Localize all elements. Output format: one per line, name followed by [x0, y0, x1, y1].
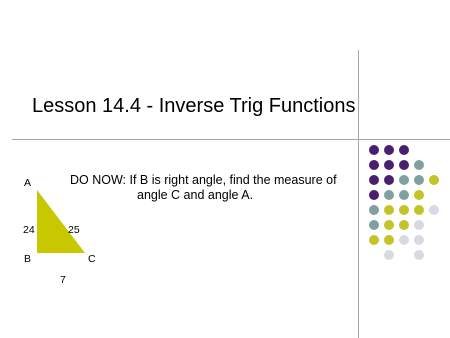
side-label-ac: 25 — [68, 224, 80, 236]
side-label-ab: 24 — [23, 224, 35, 236]
vertex-label-b: B — [24, 253, 32, 265]
triangle-shape — [37, 190, 85, 253]
do-now-text-line-2: angle C and angle A. — [137, 188, 254, 202]
side-label-bc: 7 — [60, 274, 66, 286]
do-now-text-line-1: DO NOW: If B is right angle, find the measure of — [70, 173, 337, 187]
vertex-label-a: A — [24, 177, 32, 189]
vertex-label-c: C — [88, 253, 96, 265]
slide-title: Lesson 14.4 - Inverse Trig Functions — [32, 95, 356, 117]
